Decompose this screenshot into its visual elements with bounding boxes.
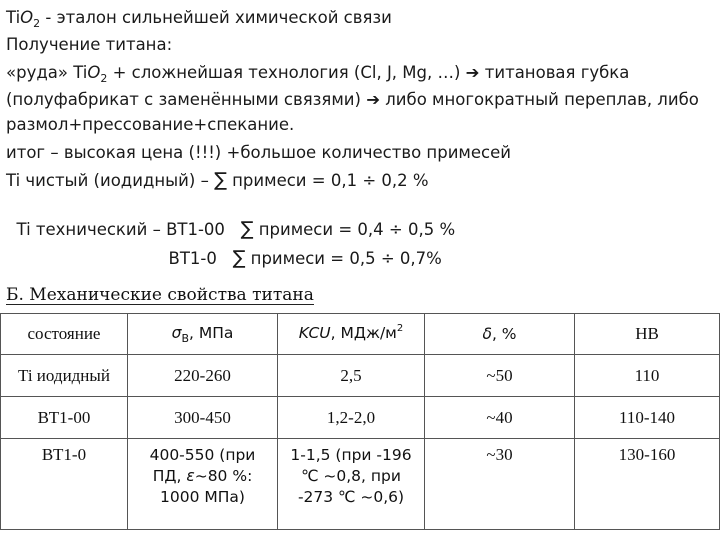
line-text: примеси = 0,5 ÷ 0,7% — [245, 249, 442, 268]
table-row — [1, 355, 720, 397]
subscript-2: 2 — [100, 72, 108, 85]
header-delta: δ, % — [425, 314, 575, 355]
subscript-2: 2 — [33, 17, 41, 30]
line-text: - эталон сильнейшей химической связи — [40, 8, 392, 27]
table-header-row — [1, 314, 720, 355]
table-row — [1, 397, 720, 439]
header-state: состояние — [1, 314, 128, 355]
o-text: O — [87, 63, 101, 82]
line-semiproduct — [6, 90, 699, 110]
line-text: примеси = 0,4 ÷ 0,5 % — [253, 220, 456, 239]
o-text: O — [20, 8, 34, 27]
line-text: + сложнейшая технология (Cl, J, Mg, …) ➔ титановая губка — [107, 63, 630, 82]
line-text: ВТ1-0 — [168, 249, 233, 268]
cell-kcu: 1-1,5 (при -196 ℃ ~0,8, при -273 ℃ ~0,6) — [278, 439, 425, 530]
line-text: «руда» Ti — [6, 63, 88, 82]
cell-sigma: 400-550 (при ПД, ε~80 %: 1000 МПа) — [128, 439, 278, 530]
properties-table — [0, 313, 720, 530]
cell-hb: 130-160 — [575, 439, 720, 530]
ti-text: Ti — [6, 8, 21, 27]
line-production — [6, 35, 172, 55]
table-row — [1, 439, 720, 530]
cell-delta: ~30 — [425, 439, 575, 530]
cell-kcu: 1,2-2,0 — [278, 397, 425, 439]
cell-sigma: 300-450 — [128, 397, 278, 439]
cell-hb: 110-140 — [575, 397, 720, 439]
sum-icon: ∑ — [240, 218, 254, 240]
line-text: (полуфабрикат с заменёнными связями) ➔ либо многократный переплав, либо — [6, 90, 699, 109]
cell-state: Ti иодидный — [1, 355, 128, 397]
line-text: Ti технический – ВТ1-00 — [16, 220, 241, 239]
section-title: Б. Механические свойства титана — [6, 285, 314, 305]
line-text: Получение титана: — [6, 35, 173, 54]
sum-icon: ∑ — [214, 169, 227, 191]
cell-state: ВТ1-0 — [1, 439, 128, 530]
sum-icon: ∑ — [232, 247, 246, 269]
header-sigma: $\sigma_В$, МПа — [128, 314, 278, 355]
cell-delta: ~40 — [425, 397, 575, 439]
line-text: размол+прессование+спекание. — [6, 115, 295, 134]
line-text: примеси = 0,1 ÷ 0,2 % — [226, 171, 429, 190]
line-vt1-0 — [158, 228, 442, 269]
cell-hb: 110 — [575, 355, 720, 397]
line-ore — [6, 63, 629, 85]
line-result — [6, 143, 511, 163]
header-kcu: KCU, МДж/$м^2$ — [278, 314, 425, 355]
line-pure-ti — [6, 170, 429, 191]
cell-sigma: 220-260 — [128, 355, 278, 397]
line-milling — [6, 115, 294, 135]
cell-kcu: 2,5 — [278, 355, 425, 397]
cell-state: ВТ1-00 — [1, 397, 128, 439]
line-text: итог – высокая цена (!!!) +большое количество примесей — [6, 143, 511, 162]
line-tio2-title — [6, 8, 392, 30]
cell-delta: ~50 — [425, 355, 575, 397]
line-text: Ti чистый (иодидный) – — [6, 171, 215, 190]
header-hb: НВ — [575, 314, 720, 355]
